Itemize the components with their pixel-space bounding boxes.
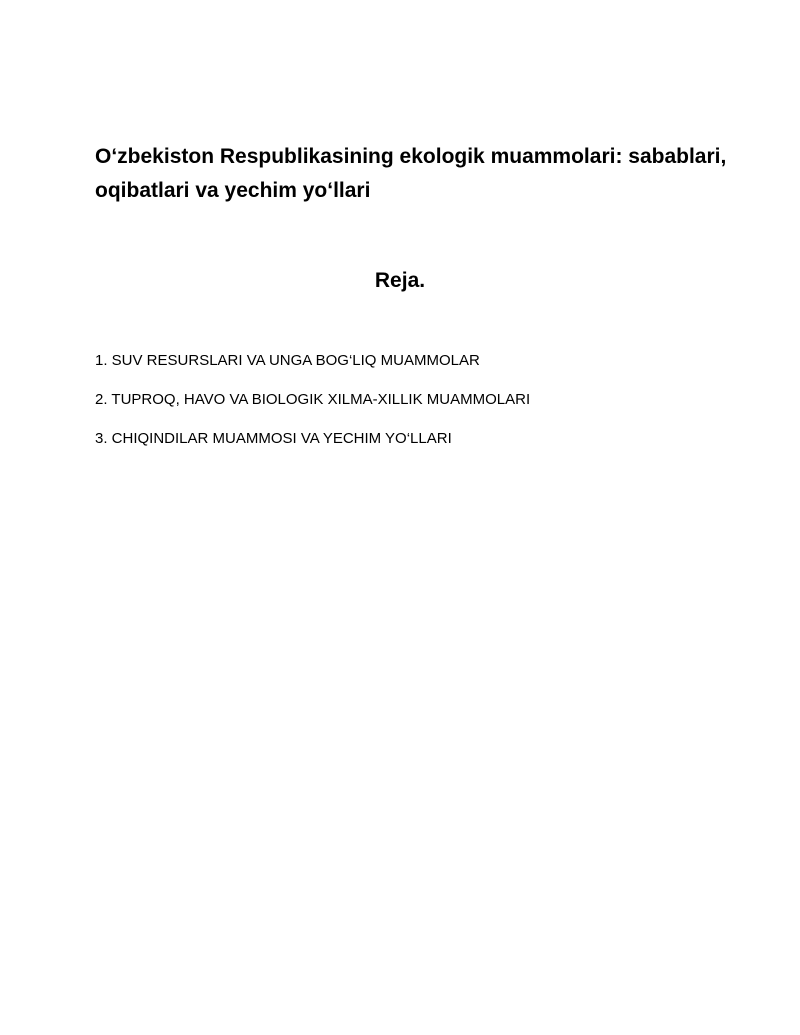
plan-item: 3. CHIQINDILAR MUAMMOSI VA YECHIM YO‘LLARI <box>95 430 452 447</box>
plan-heading: Reja. <box>374 269 426 292</box>
document-title: O‘zbekiston Respublikasining ekologik muammolari: sabablari, oqibatlari va yechim yo‘llari <box>95 145 727 202</box>
plan-list <box>95 350 735 467</box>
plan-item: 1. SUV RESURSLARI VA UNGA BOG‘LIQ MUAMMOLAR <box>95 352 480 369</box>
plan-item: 2. TUPROQ, HAVO VA BIOLOGIK XILMA-XILLIK MUAMMOLARI <box>95 391 531 408</box>
